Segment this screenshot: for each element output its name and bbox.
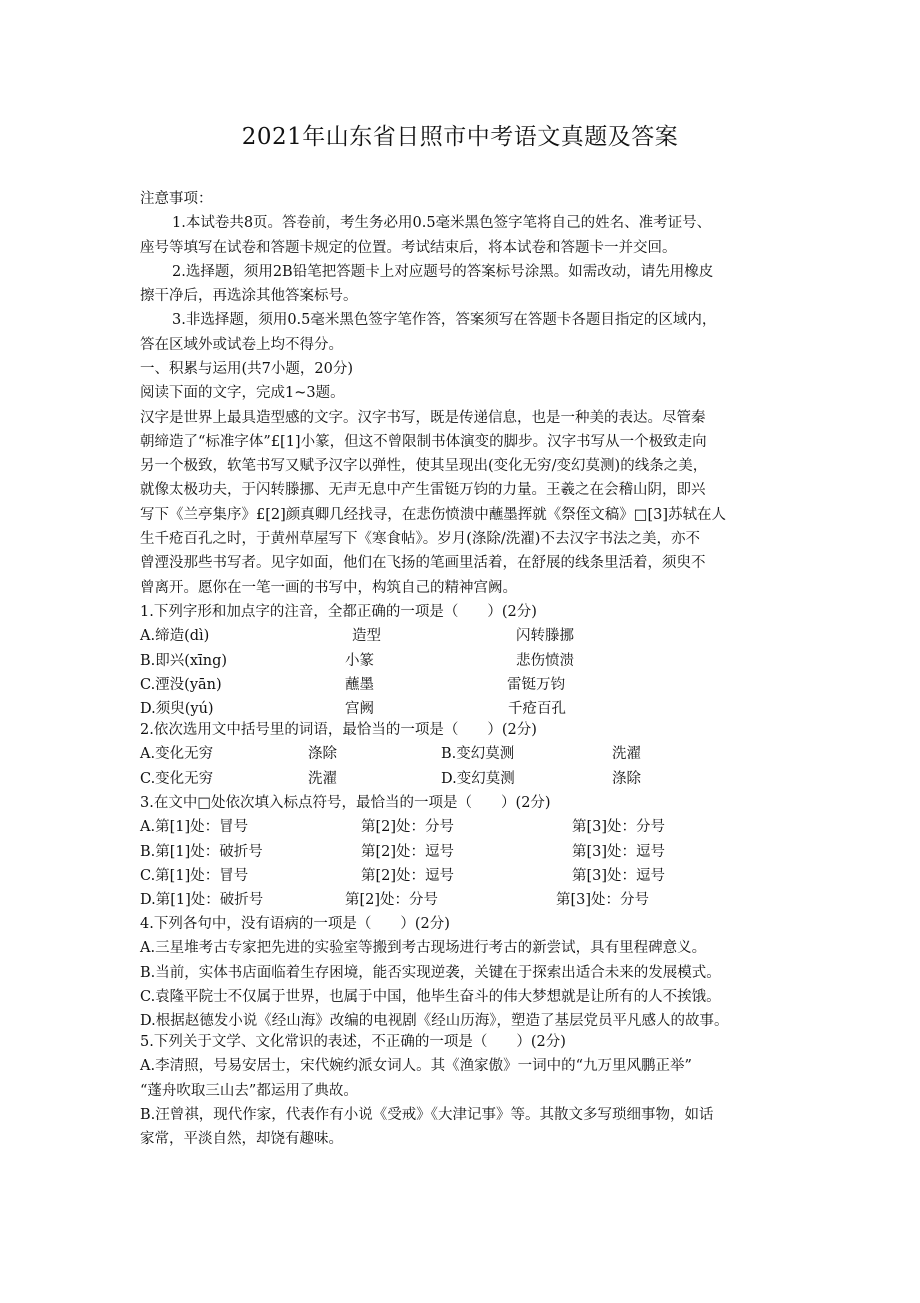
question-stem: 3.在文中□处依次填入标点符号，最恰当的一项是（ ）(2分) — [140, 795, 551, 811]
notice-section — [140, 187, 790, 357]
option-row — [140, 673, 790, 697]
passage-line: 汉字是世界上最具造型感的文字。汉字书写，既是传递信息，也是一种美的表达。尽管秦 — [140, 409, 706, 426]
question-stem: 4.下列各句中，没有语病的一项是（ ）(2分) — [140, 916, 450, 932]
option-line: B.当前，实体书店面临着生存困境，能否实现逆袭，关键在于探索出适合未来的发展模式。 — [140, 964, 721, 981]
option-row — [140, 815, 790, 839]
option-label: B.第[1]处：破折号 — [140, 843, 263, 860]
option-word: 第[3]处：逗号 — [572, 867, 666, 884]
reading-passage — [140, 406, 790, 600]
option-line: B.汪曾祺，现代作家，代表作有小说《受戒》《大津记事》等。其散文多写琐细事物，如话 — [140, 1106, 714, 1123]
option-word: 千疮百孔 — [508, 701, 566, 718]
option-word: 第[2]处：逗号 — [361, 867, 455, 884]
option-word: 小篆 — [345, 652, 374, 669]
option-word: 造型 — [352, 628, 381, 645]
option-label: A.第[1]处：冒号 — [140, 819, 249, 836]
question-stem: 1.下列字形和加点字的注音，全都正确的一项是（ ）(2分) — [140, 604, 537, 620]
option-word: 涤除 — [612, 770, 641, 787]
option-label: C.湮没(yān) — [140, 676, 222, 693]
question-5 — [140, 1030, 790, 1151]
notice-line: 擦干净后，再选涂其他答案标号。 — [140, 288, 358, 305]
option-label: C.第[1]处：冒号 — [140, 867, 249, 884]
option-word: 悲伤愤溃 — [516, 652, 574, 669]
option-row — [140, 840, 790, 864]
notice-line: 答在区域外或试卷上均不得分。 — [140, 336, 343, 353]
option-label: B.即兴(xīng) — [140, 652, 228, 669]
option-word: 涤除 — [308, 746, 337, 763]
page-title: 2021年山东省日照市中考语文真题及答案 — [241, 124, 679, 150]
option-word: 闪转滕挪 — [516, 628, 574, 645]
section-heading: 一、积累与运用(共7小题，20分) — [140, 361, 353, 377]
option-line: D.根据赵德发小说《经山海》改编的电视剧《经山历海》，塑造了基层党员平凡感人的故事。 — [140, 1013, 729, 1030]
notice-line: 2.选择题，须用2B铅笔把答题卡上对应题号的答案标号涂黑。如需改动，请先用橡皮 — [172, 263, 714, 280]
option-label: C.变化无穷 — [140, 770, 214, 787]
option-word: 第[3]处：分号 — [572, 819, 666, 836]
option-word: 宫阙 — [345, 701, 374, 718]
option-line: A.李清照，号易安居士，宋代婉约派女词人。其《渔家傲》一词中的“九万里风鹏正举” — [140, 1058, 692, 1075]
passage-line: 朝缔造了“标准字体”£[1]小篆，但这不曾限制书体演变的脚步。汉字书写从一个极致走向 — [140, 433, 707, 450]
notice-heading: 注意事项： — [140, 191, 213, 207]
section-instruction: 阅读下面的文字，完成1~3题。 — [140, 385, 345, 402]
option-line: C.袁隆平院士不仅属于世界，也属于中国，他毕生奋斗的伟大梦想就是让所有的人不挨饿。 — [140, 988, 721, 1005]
question-4 — [140, 912, 790, 1033]
option-row — [140, 649, 790, 673]
option-label: B.变幻莫测 — [441, 746, 515, 763]
option-row — [140, 767, 790, 791]
option-word: 第[2]处：分号 — [361, 819, 455, 836]
passage-line: 写下《兰亭集序》£[2]颜真卿几经找寻，在悲伤愤溃中蘸墨挥就《祭侄文稿》□[3]苏轼在人 — [140, 506, 727, 523]
option-line: 家常，平淡自然，却饶有趣味。 — [140, 1131, 343, 1148]
option-line: A.三星堆考古专家把先进的实验室等搬到考古现场进行考古的新尝试，具有里程碑意义。 — [140, 940, 707, 957]
passage-line: 另一个极致，软笔书写又赋予汉字以弹性，使其呈现出(变化无穷/变幻莫测)的线条之美， — [140, 458, 708, 475]
option-label: D.须臾(yú) — [140, 701, 214, 718]
option-word: 洗濯 — [612, 746, 641, 763]
passage-line: 曾离开。愿你在一笔一画的书写中，构筑自己的精神宫阙。 — [140, 579, 517, 596]
question-3 — [140, 791, 790, 912]
option-word: 第[2]处：逗号 — [361, 843, 455, 860]
option-label: D.第[1]处：破折号 — [140, 892, 264, 909]
notice-line: 1.本试卷共8页。答卷前，考生务必用0.5毫米黑色签字笔将自己的姓名、准考证号、 — [172, 215, 712, 232]
option-word: 雷铤万钧 — [507, 676, 565, 693]
option-word: 第[3]处：逗号 — [572, 843, 666, 860]
option-row — [140, 742, 790, 766]
question-1 — [140, 600, 790, 721]
passage-line: 就像太极功夫，于闪转滕挪、无声无息中产生雷铤万钧的力量。王羲之在会稽山阴，即兴 — [140, 482, 706, 499]
section-one — [140, 357, 790, 600]
notice-line: 3.非选择题，须用0.5毫米黑色签字笔作答，答案须写在答题卡各题目指定的区域内， — [172, 312, 717, 329]
question-stem: 5.下列关于文学、文化常识的表述，不正确的一项是（ ）(2分) — [140, 1034, 566, 1050]
option-line: “蓬舟吹取三山去”都运用了典故。 — [140, 1082, 358, 1099]
option-word: 洗濯 — [308, 770, 337, 787]
passage-line: 曾湮没那些书写者。见字如面，他们在飞扬的笔画里活着，在舒展的线条里活着，须臾不 — [140, 555, 706, 572]
option-row — [140, 624, 790, 648]
option-label: A.变化无穷 — [140, 746, 214, 763]
option-label: D.变幻莫测 — [441, 770, 515, 787]
option-row — [140, 888, 790, 912]
option-word: 蘸墨 — [345, 676, 374, 693]
question-2 — [140, 718, 790, 791]
option-word: 第[3]处：分号 — [556, 892, 650, 909]
option-label: A.缔造(dì) — [140, 628, 210, 645]
question-stem: 2.依次选用文中括号里的词语，最恰当的一项是（ ）(2分) — [140, 722, 537, 738]
passage-line: 生千疮百孔之时，于黄州草屋写下《寒食帖》。岁月(涤除/洗濯)不去汉字书法之美，亦不 — [140, 531, 700, 548]
option-row — [140, 864, 790, 888]
notice-line: 座号等填写在试卷和答题卡规定的位置。考试结束后，将本试卷和答题卡一并交回。 — [140, 239, 677, 256]
option-word: 第[2]处：分号 — [345, 892, 439, 909]
